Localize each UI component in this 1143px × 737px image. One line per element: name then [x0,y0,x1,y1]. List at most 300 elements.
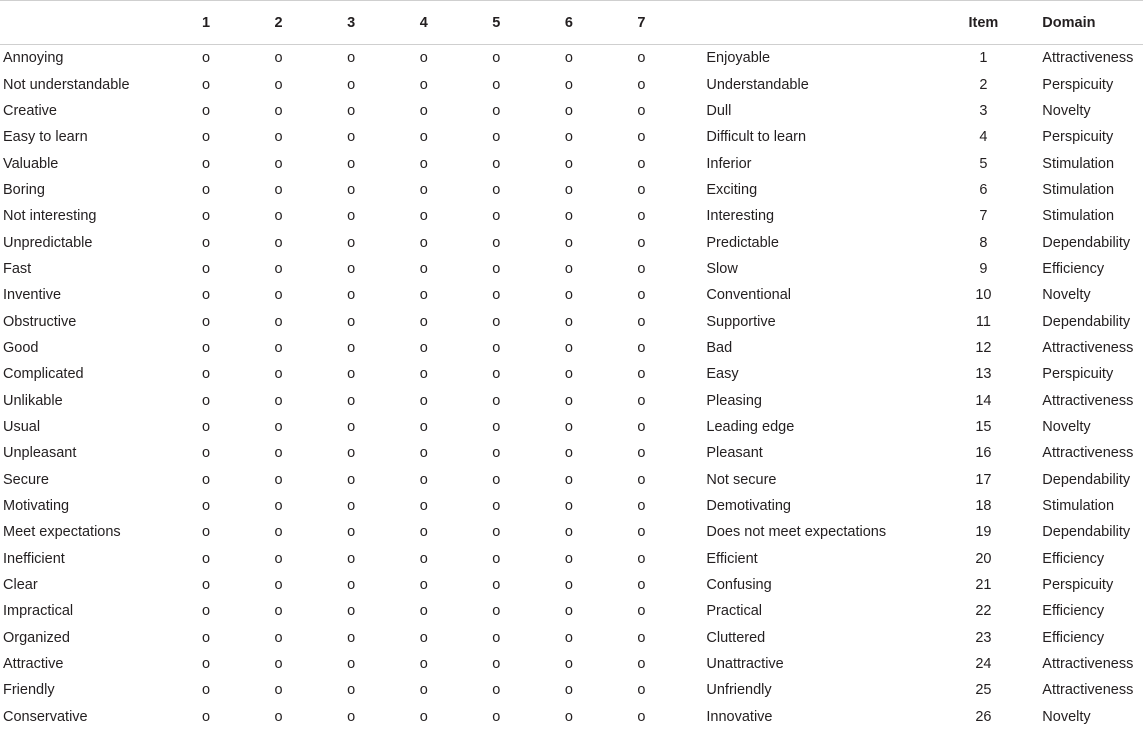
scale-option-6[interactable]: o [564,629,573,646]
scale-option-5[interactable]: o [492,339,501,356]
scale-option-4[interactable]: o [419,629,428,646]
scale-option-1[interactable]: o [201,498,211,515]
scale-option-5[interactable]: o [492,656,501,673]
scale-option-6[interactable]: o [564,155,573,172]
scale-option-4[interactable]: o [419,234,428,251]
column-gap [678,71,707,97]
table-row [0,45,1143,72]
scale-option-1[interactable]: o [201,129,211,146]
scale-option-1[interactable]: o [201,181,211,198]
domain-label: Perspicuity [1042,577,1114,594]
domain-label: Stimulation [1042,181,1115,198]
right-term: Interesting [706,208,775,225]
domain-label: Attractiveness [1042,50,1134,67]
scale-option-5[interactable]: o [492,498,501,515]
scale-option-4[interactable]: o [419,208,428,225]
scale-option-4[interactable]: o [419,445,428,462]
scale-option-5[interactable]: o [492,260,501,277]
item-number: 13 [975,366,992,383]
right-term: Pleasing [706,392,762,409]
scale-option-1[interactable]: o [201,708,211,725]
item-number: 11 [975,313,991,330]
table-row [0,677,1143,703]
scale-option-4[interactable]: o [419,524,428,541]
right-term: Cluttered [706,629,766,646]
header-scale-6: 6 [533,1,606,45]
domain-label: Stimulation [1042,208,1115,225]
scale-option-7[interactable]: o [637,181,646,198]
scale-option-3[interactable]: o [347,498,356,515]
scale-option-5[interactable]: o [492,524,501,541]
right-term: Innovative [706,708,773,725]
left-term: Good [3,339,39,356]
table-row [0,98,1143,124]
right-term: Supportive [706,313,776,330]
scale-option-5[interactable]: o [492,445,501,462]
left-term: Friendly [3,682,55,699]
scale-option-3[interactable]: o [347,418,356,435]
right-term: Easy [706,366,739,383]
scale-option-4[interactable]: o [419,577,428,594]
scale-option-3[interactable]: o [347,550,356,567]
scale-option-5[interactable]: o [492,418,501,435]
item-number: 3 [979,102,988,119]
scale-option-6[interactable]: o [564,392,573,409]
header-gap [678,1,707,45]
item-number: 12 [975,339,992,356]
scale-option-5[interactable]: o [492,76,501,93]
scale-option-7[interactable]: o [637,102,646,119]
domain-label: Attractiveness [1042,682,1134,699]
scale-option-2[interactable]: o [274,76,283,93]
right-term: Not secure [706,471,777,488]
scale-option-2[interactable]: o [274,471,283,488]
scale-option-5[interactable]: o [492,208,501,225]
column-gap [678,98,707,124]
domain-label: Attractiveness [1042,656,1134,673]
scale-option-4[interactable]: o [419,682,428,699]
table-row [0,177,1143,203]
header-domain: Domain [1023,1,1143,45]
left-term: Inefficient [3,550,65,567]
column-gap [678,308,707,334]
scale-option-3[interactable]: o [347,313,356,330]
scale-option-1[interactable]: o [201,287,211,304]
scale-option-3[interactable]: o [347,656,356,673]
item-number: 9 [979,260,988,277]
scale-option-3[interactable]: o [347,260,356,277]
column-gap [678,124,707,150]
scale-option-1[interactable]: o [201,629,211,646]
scale-option-4[interactable]: o [419,498,428,515]
table-row [0,71,1143,97]
scale-option-6[interactable]: o [564,129,573,146]
header-left-term [0,1,170,45]
scale-option-5[interactable]: o [492,313,501,330]
scale-option-3[interactable]: o [347,392,356,409]
item-number: 25 [975,682,992,699]
column-gap [678,467,707,493]
left-term: Attractive [3,656,64,673]
scale-option-4[interactable]: o [419,50,428,67]
column-gap [678,598,707,624]
column-gap [678,229,707,255]
scale-option-7[interactable]: o [637,76,646,93]
scale-option-2[interactable]: o [274,498,283,515]
domain-label: Efficiency [1042,260,1105,277]
header-scale-2: 2 [242,1,315,45]
scale-option-2[interactable]: o [274,234,283,251]
scale-option-2[interactable]: o [274,102,283,119]
scale-option-6[interactable]: o [564,577,573,594]
scale-option-7[interactable]: o [637,471,646,488]
scale-option-1[interactable]: o [201,603,211,620]
scale-option-2[interactable]: o [274,682,283,699]
item-number: 20 [975,550,992,567]
scale-option-7[interactable]: o [637,260,646,277]
scale-option-2[interactable]: o [274,129,283,146]
scale-option-6[interactable]: o [564,339,573,356]
scale-option-2[interactable]: o [274,603,283,620]
table-row [0,440,1143,466]
scale-option-3[interactable]: o [347,471,356,488]
scale-option-4[interactable]: o [419,339,428,356]
column-gap [678,625,707,651]
domain-label: Dependability [1042,313,1131,330]
scale-option-5[interactable]: o [492,155,501,172]
right-term: Bad [706,339,733,356]
scale-option-4[interactable]: o [419,392,428,409]
scale-option-2[interactable]: o [274,418,283,435]
header-right-term [706,1,943,45]
scale-option-4[interactable]: o [419,550,428,567]
column-gap [678,335,707,361]
scale-option-6[interactable]: o [564,471,573,488]
scale-option-4[interactable]: o [419,102,428,119]
scale-option-5[interactable]: o [492,50,501,67]
scale-option-4[interactable]: o [419,155,428,172]
column-gap [678,203,707,229]
scale-option-6[interactable]: o [564,418,573,435]
table-row [0,203,1143,229]
scale-option-6[interactable]: o [564,682,573,699]
scale-option-3[interactable]: o [347,603,356,620]
left-term: Fast [3,260,32,277]
left-term: Organized [3,629,70,646]
left-term: Clear [3,577,38,594]
scale-option-7[interactable]: o [637,208,646,225]
scale-option-2[interactable]: o [274,708,283,725]
column-gap [678,361,707,387]
right-term: Unattractive [706,656,784,673]
scale-option-3[interactable]: o [347,708,356,725]
scale-option-2[interactable]: o [274,366,283,383]
scale-option-2[interactable]: o [274,577,283,594]
scale-option-7[interactable]: o [637,155,646,172]
scale-option-7[interactable]: o [637,366,646,383]
scale-option-5[interactable]: o [492,471,501,488]
item-number: 14 [975,392,992,409]
domain-label: Novelty [1042,418,1091,435]
scale-option-7[interactable]: o [637,50,646,67]
column-gap [678,572,707,598]
item-number: 2 [979,76,988,93]
scale-option-6[interactable]: o [564,603,573,620]
right-term: Slow [706,260,738,277]
column-gap [678,493,707,519]
right-term: Inferior [706,155,752,172]
item-number: 21 [975,577,992,594]
left-term: Not interesting [3,208,97,225]
scale-option-1[interactable]: o [201,234,211,251]
scale-option-4[interactable]: o [419,656,428,673]
scale-option-5[interactable]: o [492,708,501,725]
item-number: 1 [979,50,988,67]
scale-option-3[interactable]: o [347,181,356,198]
right-term: Efficient [706,550,758,567]
scale-option-6[interactable]: o [564,445,573,462]
item-number: 26 [975,708,992,725]
table-row [0,229,1143,255]
scale-option-2[interactable]: o [274,656,283,673]
item-number: 6 [979,181,988,198]
scale-option-7[interactable]: o [637,129,646,146]
item-number: 18 [975,498,992,515]
scale-option-3[interactable]: o [347,577,356,594]
column-gap [678,677,707,703]
item-number: 15 [975,418,992,435]
left-term: Obstructive [3,313,77,330]
domain-label: Attractiveness [1042,445,1134,462]
scale-option-6[interactable]: o [564,708,573,725]
scale-option-6[interactable]: o [564,76,573,93]
scale-option-6[interactable]: o [564,181,573,198]
right-term: Conventional [706,287,792,304]
domain-label: Dependability [1042,524,1131,541]
scale-option-6[interactable]: o [564,524,573,541]
scale-option-1[interactable]: o [201,577,211,594]
scale-option-7[interactable]: o [637,603,646,620]
scale-option-6[interactable]: o [564,234,573,251]
scale-option-7[interactable]: o [637,550,646,567]
header-scale-7: 7 [605,1,678,45]
scale-option-7[interactable]: o [637,682,646,699]
scale-option-2[interactable]: o [274,287,283,304]
left-term: Unpleasant [3,445,77,462]
domain-label: Perspicuity [1042,366,1114,383]
right-term: Dull [706,102,732,119]
scale-option-4[interactable]: o [419,76,428,93]
item-number: 24 [975,656,992,673]
scale-option-1[interactable]: o [201,550,211,567]
right-term: Enjoyable [706,50,771,67]
scale-option-3[interactable]: o [347,629,356,646]
scale-option-5[interactable]: o [492,629,501,646]
header-scale-5: 5 [460,1,533,45]
table-row [0,282,1143,308]
scale-option-2[interactable]: o [274,550,283,567]
left-term: Boring [3,181,45,198]
scale-option-5[interactable]: o [492,129,501,146]
scale-option-1[interactable]: o [201,155,211,172]
scale-option-4[interactable]: o [419,708,428,725]
scale-option-1[interactable]: o [201,656,211,673]
column-gap [678,45,707,72]
scale-option-2[interactable]: o [274,208,283,225]
scale-option-5[interactable]: o [492,287,501,304]
scale-option-4[interactable]: o [419,181,428,198]
scale-option-7[interactable]: o [637,418,646,435]
scale-option-2[interactable]: o [274,50,283,67]
scale-option-7[interactable]: o [637,524,646,541]
scale-option-3[interactable]: o [347,102,356,119]
scale-option-1[interactable]: o [201,260,211,277]
domain-label: Novelty [1042,708,1091,725]
scale-option-2[interactable]: o [274,524,283,541]
scale-option-5[interactable]: o [492,102,501,119]
scale-option-2[interactable]: o [274,392,283,409]
scale-option-1[interactable]: o [201,102,211,119]
scale-option-2[interactable]: o [274,181,283,198]
scale-option-5[interactable]: o [492,392,501,409]
left-term: Complicated [3,366,84,383]
item-number: 7 [979,208,988,225]
scale-option-7[interactable]: o [637,287,646,304]
scale-option-4[interactable]: o [419,418,428,435]
column-gap [678,519,707,545]
scale-option-5[interactable]: o [492,603,501,620]
scale-option-1[interactable]: o [201,366,211,383]
scale-option-2[interactable]: o [274,445,283,462]
scale-option-2[interactable]: o [274,260,283,277]
scale-option-3[interactable]: o [347,445,356,462]
scale-option-1[interactable]: o [201,339,211,356]
scale-option-1[interactable]: o [201,208,211,225]
scale-option-1[interactable]: o [201,418,211,435]
scale-option-7[interactable]: o [637,708,646,725]
scale-option-4[interactable]: o [419,287,428,304]
table-row [0,572,1143,598]
scale-option-4[interactable]: o [419,366,428,383]
scale-option-3[interactable]: o [347,366,356,383]
scale-option-7[interactable]: o [637,445,646,462]
scale-option-7[interactable]: o [637,498,646,515]
left-term: Meet expectations [3,524,121,541]
scale-option-1[interactable]: o [201,76,211,93]
scale-option-1[interactable]: o [201,445,211,462]
scale-option-5[interactable]: o [492,366,501,383]
scale-option-7[interactable]: o [637,313,646,330]
scale-option-3[interactable]: o [347,155,356,172]
scale-option-3[interactable]: o [347,129,356,146]
scale-option-2[interactable]: o [274,629,283,646]
scale-option-1[interactable]: o [201,50,211,67]
item-number: 17 [975,471,992,488]
scale-option-6[interactable]: o [564,260,573,277]
item-number: 4 [979,129,988,146]
scale-option-7[interactable]: o [637,392,646,409]
scale-option-1[interactable]: o [201,313,211,330]
column-gap [678,546,707,572]
left-term: Secure [3,471,49,488]
scale-option-1[interactable]: o [201,392,211,409]
domain-label: Stimulation [1042,155,1115,172]
scale-option-6[interactable]: o [564,498,573,515]
right-term: Predictable [706,234,779,251]
scale-option-7[interactable]: o [637,339,646,356]
right-term: Pleasant [706,445,763,462]
item-number: 16 [975,445,992,462]
scale-option-3[interactable]: o [347,287,356,304]
domain-label: Attractiveness [1042,392,1134,409]
scale-option-4[interactable]: o [419,260,428,277]
scale-option-6[interactable]: o [564,50,573,67]
item-number: 23 [975,629,992,646]
scale-option-6[interactable]: o [564,208,573,225]
table-row [0,335,1143,361]
scale-option-4[interactable]: o [419,471,428,488]
scale-option-3[interactable]: o [347,339,356,356]
scale-option-3[interactable]: o [347,682,356,699]
scale-option-2[interactable]: o [274,313,283,330]
scale-option-1[interactable]: o [201,524,211,541]
scale-option-3[interactable]: o [347,234,356,251]
domain-label: Dependability [1042,471,1131,488]
scale-option-5[interactable]: o [492,550,501,567]
scale-option-7[interactable]: o [637,656,646,673]
scale-option-6[interactable]: o [564,550,573,567]
header-scale-3: 3 [315,1,388,45]
scale-option-6[interactable]: o [564,366,573,383]
column-gap [678,651,707,677]
scale-option-7[interactable]: o [637,577,646,594]
scale-option-6[interactable]: o [564,313,573,330]
table-row [0,467,1143,493]
table-row [0,387,1143,413]
scale-option-3[interactable]: o [347,76,356,93]
scale-option-4[interactable]: o [419,603,428,620]
scale-option-2[interactable]: o [274,155,283,172]
scale-option-5[interactable]: o [492,181,501,198]
scale-option-1[interactable]: o [201,471,211,488]
scale-option-7[interactable]: o [637,234,646,251]
left-term: Easy to learn [3,129,88,146]
right-term: Practical [706,603,762,620]
scale-option-5[interactable]: o [492,577,501,594]
scale-option-5[interactable]: o [492,682,501,699]
column-gap [678,414,707,440]
table-row [0,414,1143,440]
scale-option-6[interactable]: o [564,102,573,119]
scale-option-7[interactable]: o [637,629,646,646]
scale-option-3[interactable]: o [347,524,356,541]
domain-label: Attractiveness [1042,339,1134,356]
right-term: Unfriendly [706,682,772,699]
scale-option-3[interactable]: o [347,208,356,225]
scale-option-1[interactable]: o [201,682,211,699]
scale-option-3[interactable]: o [347,50,356,67]
right-term: Understandable [706,76,809,93]
scale-option-4[interactable]: o [419,129,428,146]
left-term: Not understandable [3,76,130,93]
left-term: Conservative [3,708,88,725]
scale-option-6[interactable]: o [564,656,573,673]
scale-option-2[interactable]: o [274,339,283,356]
scale-option-6[interactable]: o [564,287,573,304]
domain-label: Efficiency [1042,550,1105,567]
scale-option-4[interactable]: o [419,313,428,330]
scale-option-5[interactable]: o [492,234,501,251]
